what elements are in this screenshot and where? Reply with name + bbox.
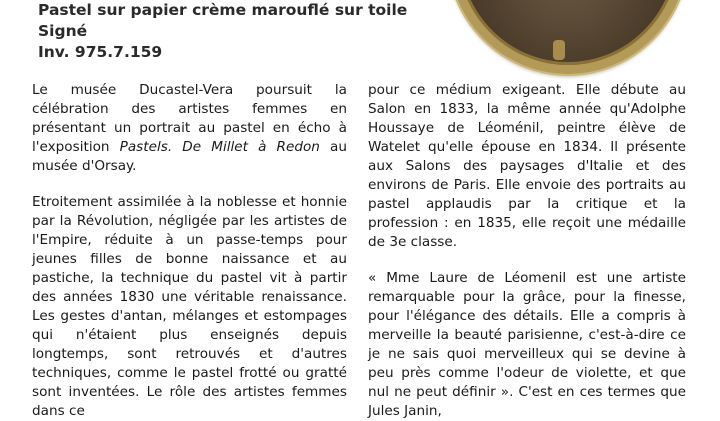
portrait-image bbox=[448, 0, 688, 74]
left-column bbox=[32, 81, 347, 421]
frame-ornament bbox=[553, 40, 565, 60]
artwork-caption bbox=[38, 0, 407, 63]
inventory-label: Inv. 975.7.159 bbox=[38, 43, 163, 61]
quote-paragraph: « Mme Laure de Léomenil est une artiste remarquable pour la grâce, pour la finesse, pour l'élégance des détails. Elle a compris à merveille la beauté parisienne, c'est-à-dire ce je ne sais quoi merveilleux qui se devine à peu près comme l'odeur de violette, et que nul ne peut définir ». C'est en ces termes que Jules Janin, bbox=[368, 270, 686, 419]
exhibition-title: Pastels. De Millet à Redon bbox=[119, 139, 320, 155]
biography-paragraph: pour ce médium exigeant. Elle débute au Salon en 1833, la même année qu'Adolphe Houssaye de Léoménil, peintre élève de Watelet qu'elle épouse en 1834. Il présente aux Salons des paysages d'Italie et des environs de Paris. Elle envoie des portraits au pastel applaudis par la critique et la profession : en 1835, elle reçoit une médaille de 3e classe. bbox=[368, 82, 686, 250]
intro-paragraph: Le musée Ducastel-Vera poursuit la célébration des artistes femmes en présentant un portrait au pastel en écho à l'exposition Pastels. De Millet à Redon au musée d'Orsay. bbox=[32, 82, 347, 174]
medium-label: Pastel sur papier crème marouflé sur toile bbox=[38, 1, 408, 19]
history-paragraph: Etroitement assimilée à la noblesse et honnie par la Révolution, négligée par les artistes de l'Empire, réduite à un passe-temps pour jeunes filles de bonne naissance et au pastiche, la technique du pastel vit à partir des années 1830 une véritable renaissance. Les gestes d'antan, mélanges et estompages qui n'étaient plus enseignés depuis longtemps, sont retrouvés et d'autres techniques, comme le pastel frotté ou gratté sont inventées. Le rôle des artistes femmes dans ce bbox=[32, 194, 347, 419]
right-column bbox=[368, 81, 686, 421]
signature-label: Signé bbox=[38, 22, 88, 40]
